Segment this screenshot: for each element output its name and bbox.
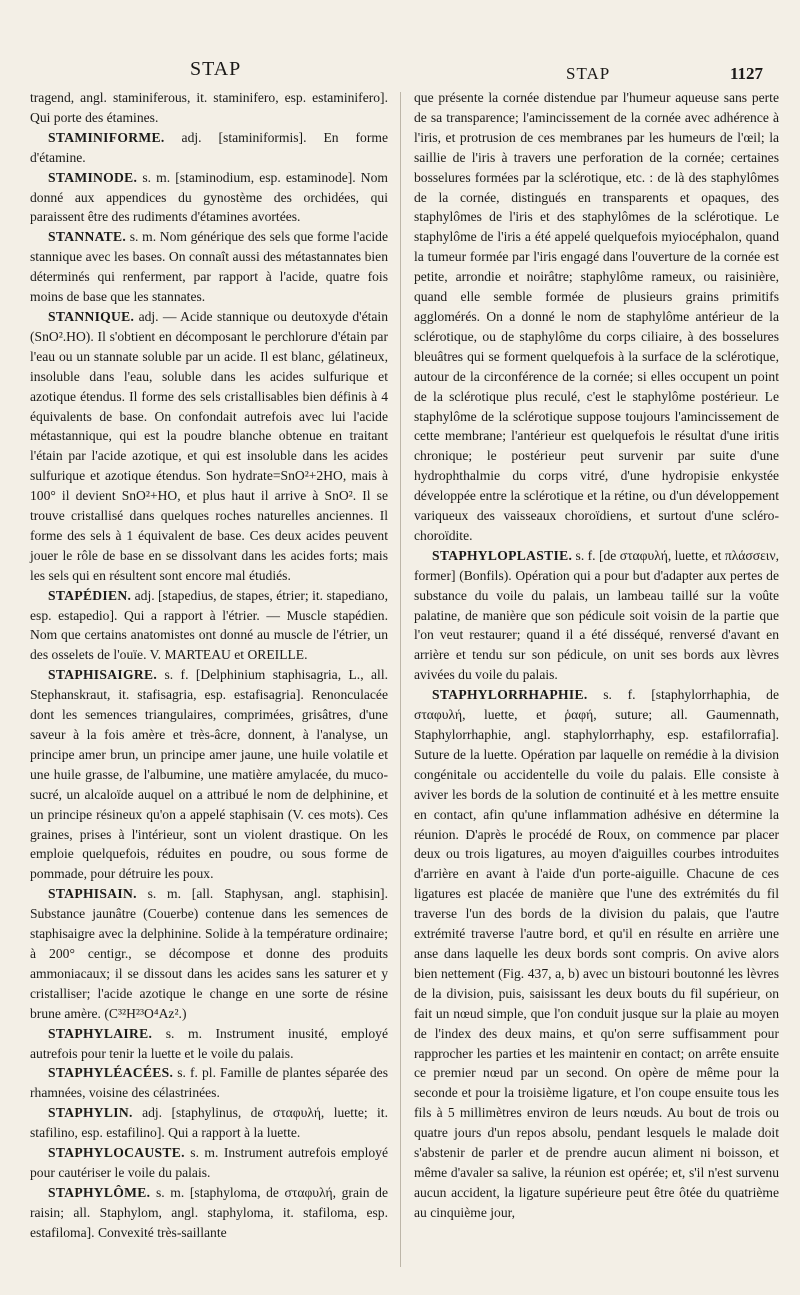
dictionary-entry: [414, 88, 779, 546]
entry-text: s. m. [staminodium, esp. estaminode]. Nom donné aux appendices du gynostème des orchidées, qui paraissent être des rudiments d'étamines avortées.: [30, 169, 388, 225]
entry-headword: STAPHYLÉACÉES.: [48, 1065, 174, 1081]
dictionary-entry: [30, 1183, 388, 1243]
dictionary-entry: [30, 1063, 388, 1103]
entry-headword: STANNIQUE.: [48, 308, 135, 324]
dictionary-entry: [30, 1143, 388, 1183]
dictionary-entry: [30, 1103, 388, 1143]
entry-text: s. f. [Delphinium staphisagria, L., all. Stephanskraut, it. stafisagria, esp. estafisagria]. Renonculacée dont les semences triangulaires, comprimées, grisâtres, d'une saveur à la fois amère et très-âcre, donnent, à l'analyse, un principe amer brun, un principe amer jaune, une huile volatile et une huile grasse, de l'albumine, une matière amylacée, du muco-sucré, un alcaloïde auquel on a attribué le nom de delphinine, et un principe résineux qu'on a appelé staphisain (V. ces mots). Ces graines, prises à l'intérieur, sont un violent drastique. On les emploie quelquefois, réduites en poudre, ou sous forme de pommade, pour détruire les poux.: [30, 667, 388, 882]
dictionary-entry: [30, 884, 388, 1023]
dictionary-entry: [30, 665, 388, 884]
entry-text: s. f. pl. Famille de plantes séparée des rhamnées, voisine des célastrinées.: [30, 1065, 388, 1101]
dictionary-entry: [30, 586, 388, 666]
header-center-word: STAP: [566, 64, 611, 83]
entry-text: s. m. [all. Staphysan, angl. staphisin]. Substance jaunâtre (Couerbe) contenue dans les semences de staphisaigre avec la delphinine. Solide à la température ordinaire; à 200° centigr., se décompose et donne des produits ammoniacaux; il se dissout dans les acides sans les saturer et y cristalliser; l'acide azotique le change en une sorte de résine brune amère. (C³²H²³O⁴Az².): [30, 886, 388, 1021]
entry-headword: STAPHISAIGRE.: [48, 667, 158, 683]
entry-headword: STAPHYLOPLASTIE.: [432, 547, 573, 563]
dictionary-entry: [30, 307, 388, 586]
dictionary-entry: [30, 227, 388, 307]
dictionary-entry: [414, 546, 779, 685]
dictionary-entry: [414, 685, 779, 1222]
entry-text: adj. — Acide stannique ou deutoxyde d'étain (SnO².HO). Il s'obtient en décomposant le perchlorure d'étain par l'eau ou un stannate soluble par un acide. Il est blanc, gélatineux, insoluble dans l'eau, soluble dans les acides sulfurique et azotique étendus. Il forme des sels cristallisables bien définis à 4 équivalents de base. On confondait autrefois avec lui l'acide métastannique, qui est la poudre blanche obtenue en traitant l'étain par l'acide azotique, et qui est insoluble dans les acides sulfurique et azotique étendus. Son hydrate=SnO²+2HO, mais à 100° il devient SnO²+HO, et plus haut il arrive à SnO². Il se trouve cristallisé dans quelques roches naturelles anciennes. Il forme des sels à 1 équivalent de base. Ces deux acides peuvent jouer le rôle de base en se dissolvant dans les acides forts; mais les sels qui en résultent sont encore mal étudiés.: [30, 308, 388, 583]
entry-text: que présente la cornée distendue par l'humeur aqueuse sans perte de sa transparence; l'amincissement de la cornée avec adhérence à l'iris, et protrusion de ces membranes par les humeurs de l'œil; la saillie de l'iris à travers une perforation de la cornée; certaines bosselures formées par la sclérotique, etc. : de là des staphylômes de la cornée, distingués en transparents et opaques, des staphylômes de l'iris et des staphylômes de la sclérotique. Le staphylôme de l'iris a été appelé quelquefois myiocéphalon, quand la tumeur formée par l'iris engagé dans l'ouverture de la cornée est petite, arrondie et noirâtre; staphylôme rameux, ou raisinière, quand elle semble formée de plusieurs grains primitifs agglomérés. On a donné le nom de staphylôme antérieur de la sclérotique, ou de staphylôme du corps ciliaire, à des bosselures bleuâtres qui se forment quelquefois à la surface de la sclérotique, autour de la circonférence de la cornée; si elles occupent un point de la sclérotique plus reculé, c'est le staphylôme postérieur. Le staphylôme de la sclérotique suppose toujours l'amincissement de cette membrane; l'antérieur est quelquefois le résultat d'une iritis chronique; le postérieur peut survenir par suite d'une hydrophthalmie du corps vitré, d'une hydropisie enkystée développée entre la sclérotique et la rétine, ou d'un développement variqueux des vaisseaux choroïdiens, et surtout d'une scléro-choroïdite.: [414, 90, 779, 543]
entry-text: s. m. Instrument inusité, employé autrefois pour tenir la luette et le voile du palais.: [30, 1025, 388, 1061]
entry-headword: STAPHISAIN.: [48, 886, 137, 902]
running-header: [0, 58, 800, 88]
right-column: [414, 88, 779, 1223]
page-number: 1127: [730, 64, 764, 83]
entry-text: s. m. [staphyloma, de σταφυλή, grain de raisin; all. Staphylom, angl. staphyloma, it. stafiloma, esp. estafiloma]. Convexité très-saillante: [30, 1184, 388, 1240]
entry-headword: STAPHYLORRHAPHIE.: [432, 687, 588, 703]
entry-text: adj. [stapedius, de stapes, étrier; it. stapediano, esp. estapedio]. Qui a rapport à l'étrier. — Muscle stapédien. Nom que certains anatomistes ont donné au muscle de l'étrier, un des osselets de l'ouïe. V. MARTEAU et OREILLE.: [30, 587, 388, 663]
entry-headword: STANNATE.: [48, 229, 127, 245]
dictionary-entry: [30, 128, 388, 168]
entry-text: adj. [staminiformis]. En forme d'étamine.: [30, 129, 388, 165]
entry-text: tragend, angl. staminiferous, it. staminifero, esp. estaminifero]. Qui porte des étamines.: [30, 90, 388, 125]
entry-headword: STAPHYLAIRE.: [48, 1025, 153, 1041]
entry-headword: STAPHYLIN.: [48, 1105, 133, 1121]
entry-text: s. m. Instrument autrefois employé pour cautériser le voile du palais.: [30, 1145, 388, 1180]
entry-headword: STAMINODE.: [48, 169, 138, 185]
entry-text: s. m. Nom générique des sels que forme l'acide stannique avec les bases. On connaît aussi des métastannates bien déterminés qui renferment, par rapport à l'acide, quatre fois moins de base que les stannates.: [30, 229, 388, 305]
entry-text: s. f. [de σταφυλή, luette, et πλάσσειν, former] (Bonfils). Opération qui a pour but d'adapter aux pertes de substance du voile du palais, un lambeau taillé sur la voûte palatine, de manière que son pédicule soit voisin de la partie que l'on veut restaurer; quand il a été disséqué, renversé d'avant en arrière et tendu sur son pédicule, on unit ses bords aux lèvres avivées du voile du palais.: [414, 547, 779, 683]
entry-headword: STAMINIFORME.: [48, 129, 165, 145]
entry-text: adj. [staphylinus, de σταφυλή, luette; it. stafilino, esp. estafilino]. Qui a rapport à la luette.: [30, 1105, 388, 1141]
left-column: [30, 88, 388, 1243]
entry-headword: STAPHYLOCAUSTE.: [48, 1145, 185, 1161]
entry-text: s. f. [staphylorrhaphia, de σταφυλή, luette, et ῥαφή, suture; all. Gaumennath, Staphylorrhaphie, angl. staphylorrhaphy, esp. estafilorrafia]. Suture de la luette. Opération par laquelle on remédie à la division congénitale ou accidentelle du voile du palais. Elle consiste à aviver les bords de la solution de continuité et à les mettre ensuite en contact, afin qu'une inflammation adhésive en détermine la réunion. D'après le procédé de Roux, on commence par placer deux ou trois ligatures, au moyen d'aiguilles courbes introduites d'arrière en avant à l'aide d'un porte-aiguille. Chacune de ces ligatures est placée de manière que l'une des extrémités du fil traverse l'un des bords de la division du palais, que l'autre extrémité traverse l'autre bord, et qu'il en résulte en arrière une anse dans laquelle les deux bords sont compris. On avive alors bien nettement (Fig. 437, a, b) avec un bistouri boutonné les lèvres de la division, puis, saisissant les deux bouts du fil supérieur, on fait un nœud simple, que l'on conduit jusque sur la plaie au moyen de l'index des deux mains, et qu'on serre suffisamment pour rapprocher les parties et les maintenir en contact; on arrête ensuite ce premier nœud par un second. On opère de même pour la seconde et pour la troisième ligature, et l'on coupe ensuite tous les fils à 5 millimètres environ de leurs nœuds. Au bout de trois ou quatre jours d'un repos absolu, pendant lesquels le malade doit s'abstenir de parler et de prendre aucun aliment ni boisson, et même d'avaler sa salive, la réunion est opérée; et, s'il n'est survenu aucun accident, la ligature supérieure peut être ôtée du quatrième au cinquième jour,: [414, 687, 779, 1220]
dictionary-entry: [30, 88, 388, 128]
header-left-word: STAP: [190, 58, 242, 80]
column-divider: [400, 92, 401, 1267]
dictionary-entry: [30, 168, 388, 228]
entry-headword: STAPÉDIEN.: [48, 587, 132, 603]
dictionary-entry: [30, 1024, 388, 1064]
entry-headword: STAPHYLÔME.: [48, 1184, 151, 1200]
